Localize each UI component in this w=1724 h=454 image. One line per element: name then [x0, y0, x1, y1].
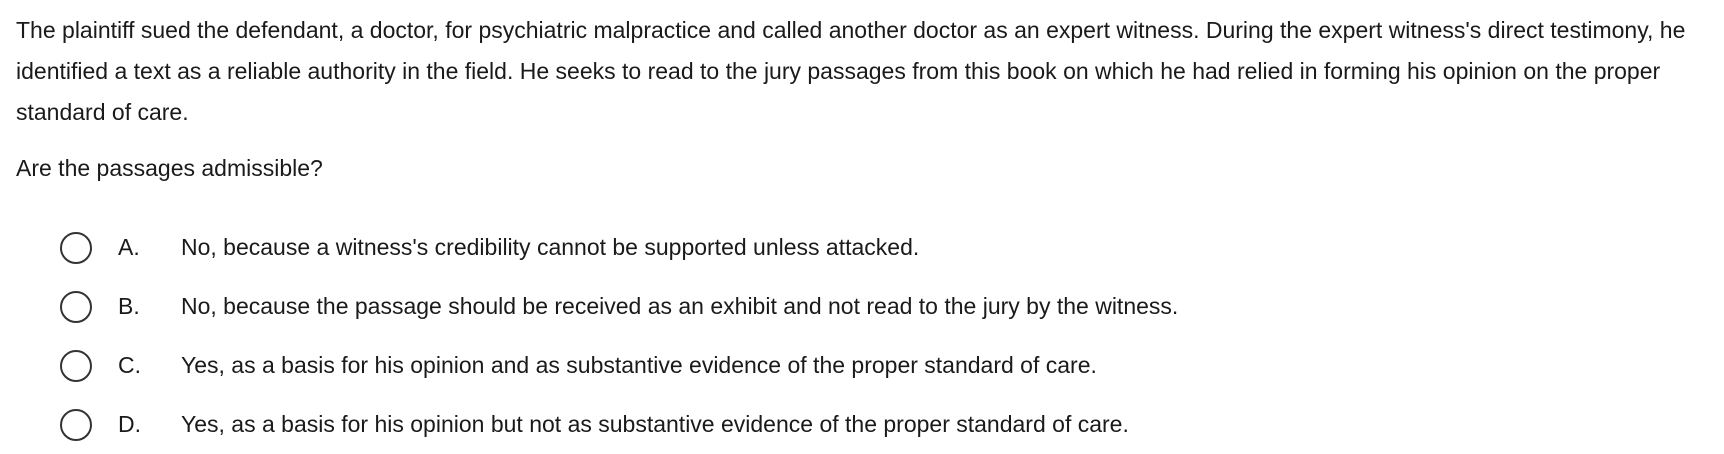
option-c[interactable] — [0, 336, 1724, 395]
option-b-text: No, because the passage should be received as an exhibit and not read to the jury by the witness. — [181, 293, 1179, 319]
option-d[interactable] — [0, 395, 1724, 454]
option-a[interactable] — [0, 218, 1724, 277]
answer-options — [0, 218, 1724, 454]
option-b-radio[interactable] — [60, 291, 92, 323]
option-d-letter: D. — [118, 411, 141, 437]
option-d-radio[interactable] — [60, 409, 92, 441]
option-c-radio[interactable] — [60, 350, 92, 382]
question-stem: The plaintiff sued the defendant, a doctor, for psychiatric malpractice and called another doctor as an expert witness. During the expert witness's direct testimony, he identified a text as a reliable authority in the field. He seeks to read to the jury passages from this book on which he had relied in forming his opinion on the proper standard of care. — [16, 17, 1686, 125]
option-a-letter: A. — [118, 234, 140, 260]
option-a-text: No, because a witness's credibility cannot be supported unless attacked. — [181, 234, 920, 260]
option-c-letter: C. — [118, 352, 141, 378]
option-c-text: Yes, as a basis for his opinion and as substantive evidence of the proper standard of care. — [181, 352, 1097, 378]
question-prompt: Are the passages admissible? — [16, 155, 323, 181]
option-a-radio[interactable] — [60, 232, 92, 264]
option-d-text: Yes, as a basis for his opinion but not as substantive evidence of the proper standard of care. — [181, 411, 1129, 437]
option-b[interactable] — [0, 277, 1724, 336]
option-b-letter: B. — [118, 293, 140, 319]
